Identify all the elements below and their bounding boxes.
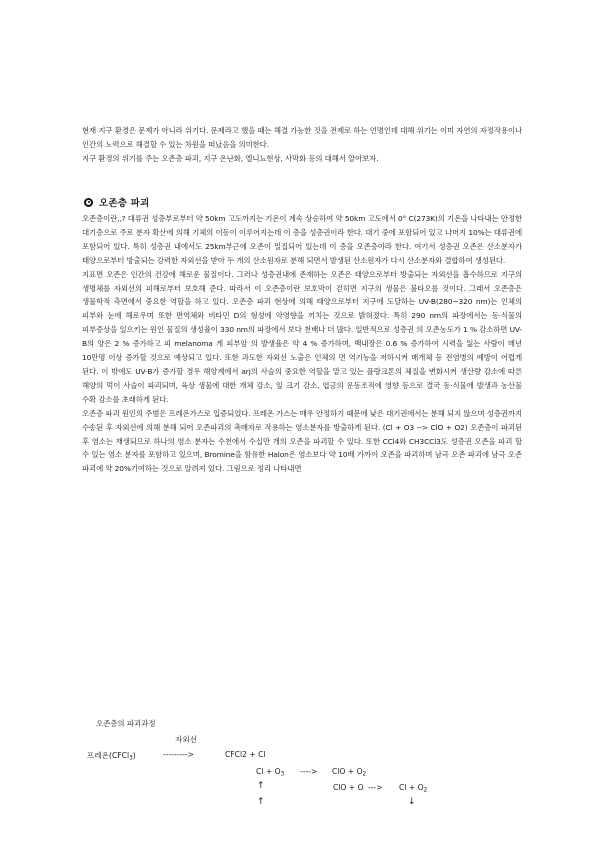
reaction-1-arrow: ----> <box>300 767 318 776</box>
cfc-close: ) <box>132 751 136 760</box>
reaction-2-arrow: ---> <box>368 783 383 792</box>
body-paragraph: 오존층이란,,? 대류권 성층부로부터 약 50km 고도까지는 기온이 계속 상승하여 약 50km 고도에서 0° C(273K)의 기온을 나타내는 안정한 대기층으로 주로 분자 확산에 의해 기체의 이동이 이루어지는데 이 층을 성층권이라 한다. 대기 중에 포함되어 있고 나머지 10%는 대류권에 포함되어 있다. 특히 성층권 내에서도 25km부근에 오존이 밀집되어 있는데 이 층을 오존층이라 한다. 여기서 성층권 오존은 산소분자가 태양으로부터 방출되는 강력한 자외선을 받아 두 개의 산소원자로 분해 되면서 발생된 산소원자가 다시 산소분자와 결합하여 생성된다. <box>82 214 522 265</box>
r1-right-text: ClO + O <box>332 767 363 776</box>
mechanism-label: 오존층의 파괴과정 <box>96 719 156 728</box>
cfc-formula <box>87 750 136 761</box>
reaction-1-left <box>256 767 284 777</box>
reaction-2-left: ClO + O <box>333 783 364 792</box>
r1-left-text: Cl + O <box>256 767 281 776</box>
intro-paragraph: 지구 환경의 위기를 주는 오존층 파괴, 지구 온난화, 엘니뇨현상, 사막화 등의 대해서 알아보자. <box>82 154 379 163</box>
r2-right-subscript: 2 <box>423 787 428 794</box>
arrow-down-icon: ↓ <box>408 797 416 807</box>
section-title: 오존층 파괴 <box>99 198 150 209</box>
r2-right-text: Cl + O <box>399 783 424 792</box>
reaction-2-right <box>399 783 427 793</box>
uv-label: 자외선 <box>175 735 198 744</box>
intro-paragraph: 현재 지구 환경은 문제가 아니라 위기다. 문제라고 했을 때는 해결 가능한 것을 전제로 하는 언명인데 대해 위기는 이미 자연의 자정작용이나 인간의 노력으로 해결할 수 있는 차원을 떠났음을 의미한다. <box>82 126 522 149</box>
cfc-text: 프레온(CFCl <box>87 751 130 760</box>
r1-left-subscript: 3 <box>280 771 285 778</box>
body-paragraph: 지표면 오존은 인간의 건강에 해로운 물질이다. 그러나 성층권내에 존재하는 오존은 태양으로부터 방출되는 자외선을 흡수하므로 지구의 생명체를 자외선의 피해로부터 보호해 준다. 따라서 이 오존층이란 보호막이 걷히면 지구의 생물은 불타오를 것이다. 그래서 오존층은 생물학적 측면에서 중요한 역할을 하고 있다. 오존층 파괴 현상에 의해 태양으로부터 지구에 도달하는 UV-B(280~320 nm)는 인체의 피부와 눈에 해로우며 또한 면역체와 비타민 D의 형성에 악영향을 끼치는 것으로 밝혀졌다. 특히 290 nm의 파장에서는 동·식물의 피부증상을 일으키는 원인 물질의 생성율이 330 nm의 파장에서 보다 천배나 더 많다. 일반적으로 성층권 의 오존농도가 1 % 감소하면 UV-B의 양은 2 % 증가하고 피 melanoma 게 피부암 의 발생율은 약 4 % 증가하며, 백내장은 0.6 % 증가하여 시력을 잃는 사람이 매년 10만명 이상 증가할 것으로 예상되고 있다. 또한 과도한 자외선 노출은 인체의 면 역기능을 저하시켜 매개체 등 전염병의 예방이 어렵게 된다. 이 밖에도 UV-B가 증가할 경우 해양계에서 arj의 사슬의 중요한 역할을 맡고 있는 플랑크톤의 체질을 변화시켜 생산량 감소에 따른 해양의 먹이 사슬이 파괴되며, 육상 생물에 대한 개체 감소, 잎 크기 감소, 엽긍의 운동조직에 영향 등으로 결국 동·식물에 발생과 농산물 수확 감소를 초래하게 된다. <box>82 269 522 404</box>
cfc-products: CFCl2 + Cl <box>225 750 266 759</box>
body-paragraph: 오존층 파괴 원인의 주범은 프레온가스로 입증되었다. 프레온 가스는 매우 안정하기 때문에 낮은 대기권에서는 분해 되지 않으며 성층권까지 수송된 후 자외선에 의해 분해 되어 오존파괴의 촉매자로 작용하는 염소분자를 방출하게 된다. (Cl + O3 --> ClO + O2) 오존층이 파괴된 후 염소는 재생되므로 하나의 염소 분자는 수천에서 수십만 개의 오존을 파괴할 수 있다. 또한 CCl4와 CH3CCl3도 성층권 오존을 파괴 할 수 있는 염소 분자를 포함하고 있으며, Bromine을 함유한 Halon은 염소보다 약 10배 가까이 오존을 파괴하며 남극 오존 파괴에 남극 오존 파괴에 약 20%기여하는 것으로 알려져 있다. 그림으로 정리 나타내면 <box>82 408 522 474</box>
arrow-up-icon: ↑ <box>257 781 265 791</box>
reaction-arrow: ---------> <box>163 750 195 759</box>
cfc-subscript: 3 <box>129 755 133 762</box>
reaction-1-right <box>332 767 366 777</box>
arrow-up-icon: ↑ <box>257 797 265 807</box>
r1-right-subscript: 2 <box>362 771 367 778</box>
